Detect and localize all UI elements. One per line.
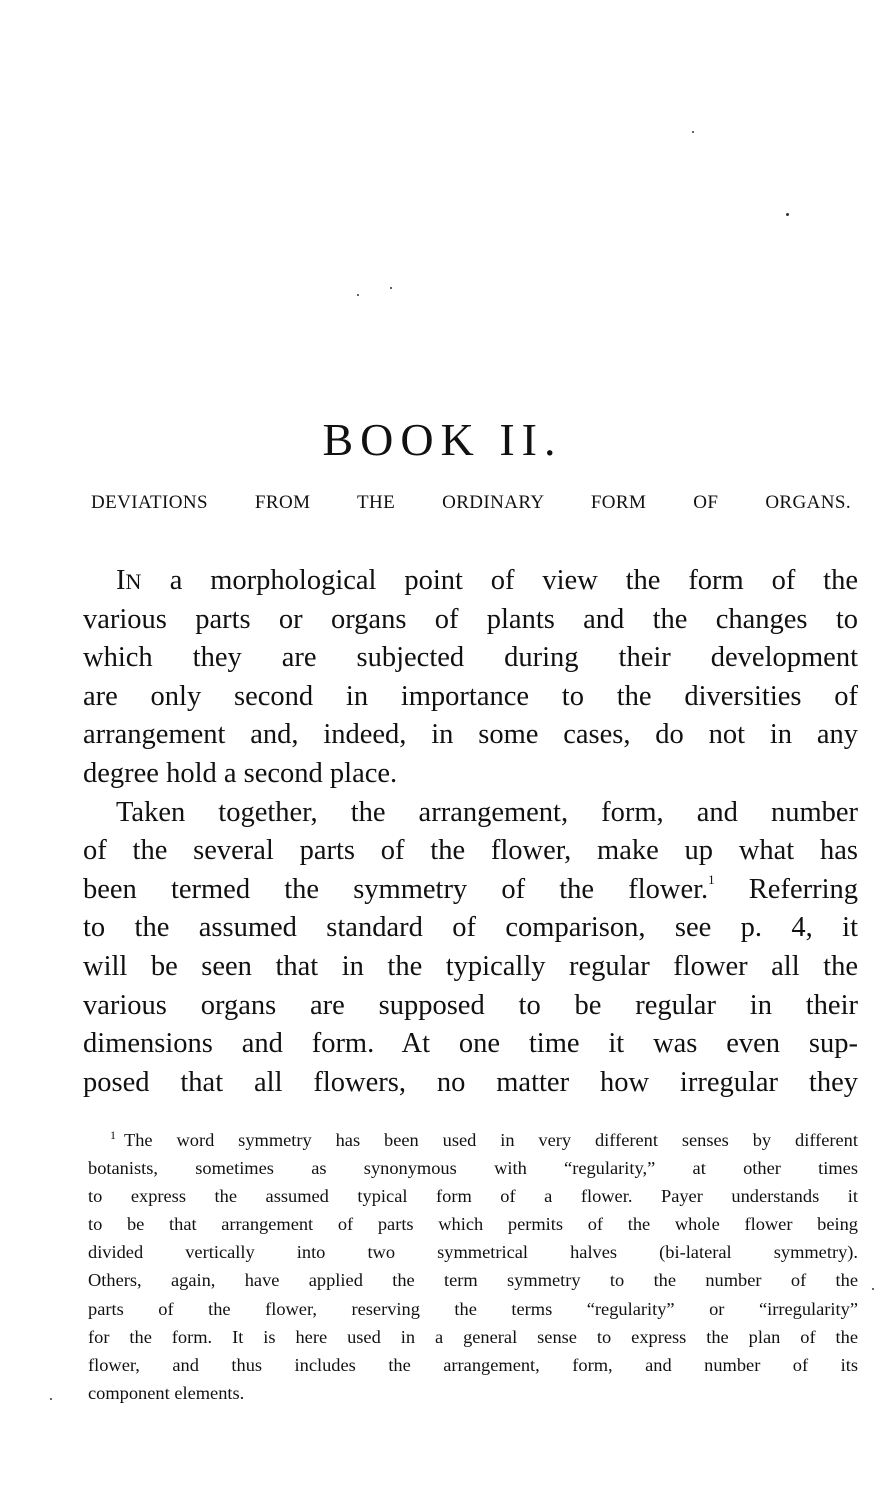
text-line: which they are subjected during their development (83, 642, 858, 674)
text-line: IN a morphological point of view the form of the (116, 565, 858, 596)
text-line: various organs are supposed to be regular in their (83, 989, 858, 1021)
text-line: will be seen that in the typically regular flower all the (83, 950, 858, 982)
footnote-line: $^1$ The word symmetry has been used in very different senses by different (110, 1128, 858, 1150)
body-text (83, 562, 858, 1102)
scan-speck (692, 131, 694, 133)
footnote-line: to be that arrangement of parts which permits of the whole flower being (88, 1214, 858, 1235)
scan-speck (390, 287, 392, 289)
drop-initial: I (116, 565, 126, 596)
text-line: are only second in importance to the diversities of (83, 680, 858, 712)
text-line: posed that all flowers, no matter how irregular they (83, 1066, 858, 1098)
footnote-mark: 1 (110, 1128, 116, 1142)
footnote-line: component elements. (88, 1382, 245, 1403)
text-line: arrangement and, indeed, in some cases, do not in any (83, 719, 858, 751)
book-title: BOOK II. (322, 414, 563, 465)
scan-speck (786, 213, 789, 216)
scan-speck (872, 1288, 874, 1290)
text-line: various parts or organs of plants and the changes to (83, 603, 858, 635)
text-line: Taken together, the arrangement, form, and number (116, 796, 858, 828)
paragraph (83, 794, 858, 1103)
footnote (88, 1126, 858, 1407)
chapter-subtitle: DEVIATIONS FROM THE ORDINARY FORM OF ORGANS. (91, 492, 851, 513)
text-line: degree hold a second place. (83, 757, 398, 789)
text-line: of the several parts of the flower, make up what has (83, 835, 858, 867)
footnote-line: for the form. It is here used in a general sense to express the plan of the (88, 1326, 858, 1347)
scan-speck (357, 294, 359, 296)
footnote-line: parts of the flower, reserving the terms “regularity” or “irregularity” (88, 1298, 858, 1319)
paragraph (83, 562, 858, 794)
footnote-line: to express the assumed typical form of a flower. Payer understands it (88, 1186, 858, 1207)
text-line: been termed the symmetry of the flower.$^1$ Referring (83, 871, 858, 905)
scan-speck (50, 1398, 52, 1400)
text-line: dimensions and form. At one time it was even sup- (83, 1028, 858, 1060)
text-line: to the assumed standard of comparison, see p. 4, it (83, 912, 858, 944)
footnote-line: flower, and thus includes the arrangement, form, and number of its (88, 1354, 858, 1375)
footnote-line: divided vertically into two symmetrical halves (bi-lateral symmetry). (88, 1242, 858, 1263)
footnote-line: botanists, sometimes as synonymous with “regularity,” at other times (88, 1158, 858, 1179)
footnote-line: Others, again, have applied the term symmetry to the number of the (88, 1270, 858, 1291)
drop-initial-rest: N (125, 569, 142, 594)
footnote-reference[interactable]: 1 (708, 871, 715, 887)
